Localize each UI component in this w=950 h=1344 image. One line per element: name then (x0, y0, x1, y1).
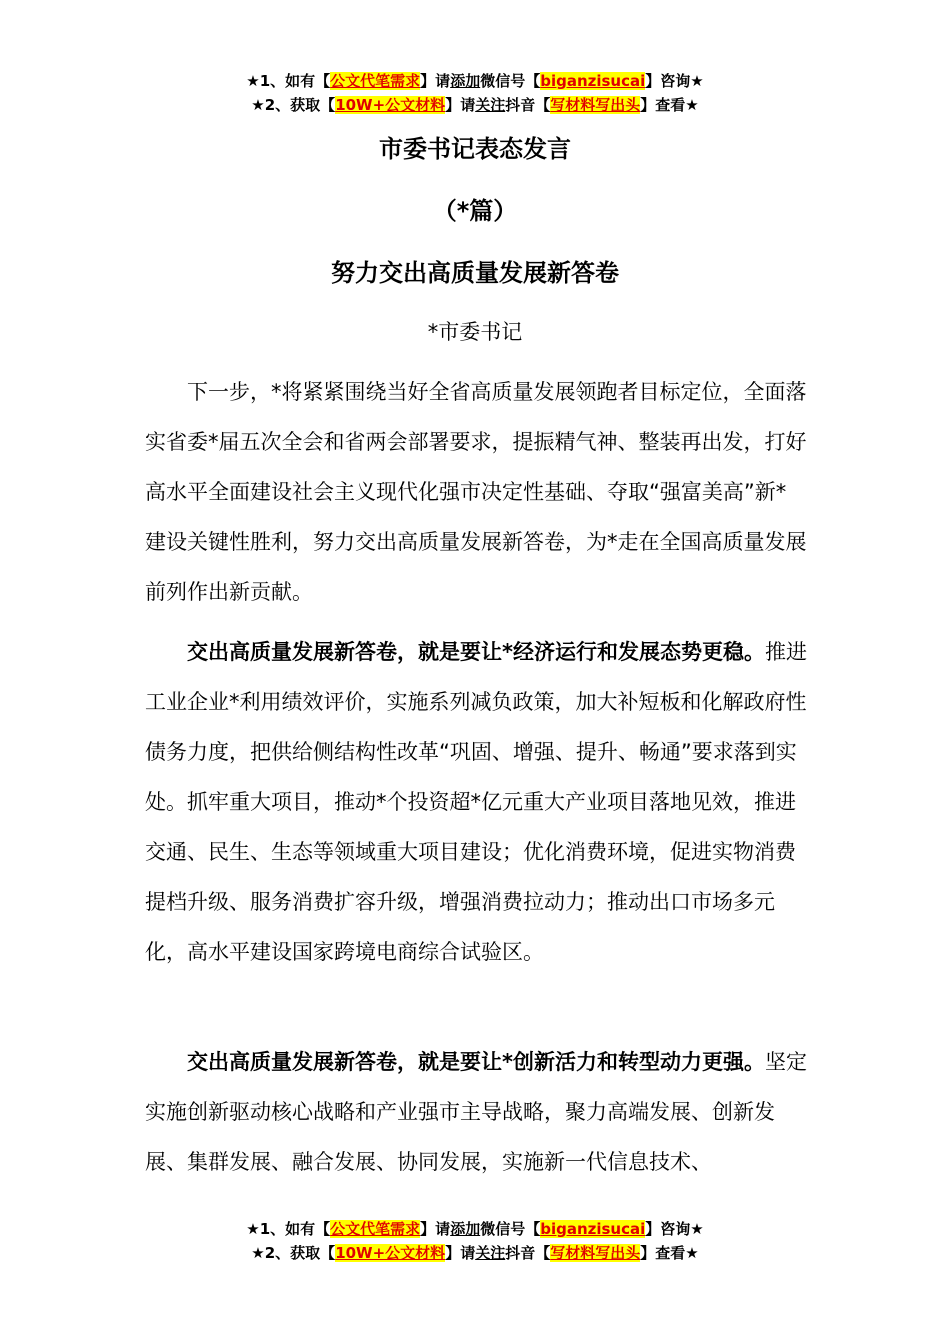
banner-text: 】咨询★ (645, 72, 704, 90)
banner-highlight: 10W+公文材料 (335, 1244, 446, 1262)
banner-highlight: 公文代笔需求 (330, 1220, 421, 1238)
header-banner (0, 69, 950, 117)
banner-highlight: biganzisucai (540, 72, 646, 90)
banner-text: 】请 (420, 1220, 451, 1238)
banner-text: 】查看★ (640, 96, 699, 114)
banner-line-1 (0, 69, 950, 93)
banner-text: 微信号【 (480, 72, 541, 90)
document-author: *市委书记 (427, 320, 523, 344)
banner-text: 】请 (420, 72, 451, 90)
paragraph-2-lead: 交出高质量发展新答卷，就是要让*经济运行和发展态势更稳。 (187, 640, 765, 664)
banner-highlight: 写材料写出头 (550, 96, 641, 114)
banner-text: 微信号【 (480, 1220, 541, 1238)
banner-text: ★1、如有【 (246, 72, 331, 90)
banner-text: 】查看★ (640, 1244, 699, 1262)
paragraph-3 (145, 1037, 807, 1187)
document-title: 市委书记表态发言 (379, 135, 571, 163)
banner-line-1 (0, 1217, 950, 1241)
paragraph-3-body: 坚定实施创新驱动核心战略和产业强市主导战略，聚力高端发展、创新发展、集群发展、融合发展、协同发展，实施新一代信息技术、 (145, 1050, 807, 1174)
banner-text: ★2、获取【 (251, 96, 336, 114)
banner-line-2 (0, 93, 950, 117)
paragraph-1: 下一步，*将紧紧围绕当好全省高质量发展领跑者目标定位，全面落实省委*届五次全会和省两会部署要求，提振精气神、整装再出发，打好高水平全面建设社会主义现代化强市决定性基础、夺取“强富美高”新*建设关键性胜利，努力交出高质量发展新答卷，为*走在全国高质量发展前列作出新贡献。 (145, 380, 807, 604)
banner-highlight: 公文代笔需求 (330, 72, 421, 90)
banner-text: 】请 (445, 1244, 476, 1262)
banner-text: ★2、获取【 (251, 1244, 336, 1262)
document-subtitle: （*篇） (432, 197, 518, 225)
banner-text: 】请 (445, 96, 476, 114)
banner-highlight: biganzisucai (540, 1220, 646, 1238)
paragraph-2 (145, 627, 807, 977)
banner-underline: 关注 (475, 96, 506, 114)
document-heading: 努力交出高质量发展新答卷 (331, 259, 619, 287)
banner-underline: 添加 (450, 72, 481, 90)
banner-underline: 关注 (475, 1244, 506, 1262)
banner-underline: 添加 (450, 1220, 481, 1238)
banner-highlight: 10W+公文材料 (335, 96, 446, 114)
banner-highlight: 写材料写出头 (550, 1244, 641, 1262)
paragraph-3-lead: 交出高质量发展新答卷，就是要让*创新活力和转型动力更强。 (187, 1050, 765, 1074)
footer-banner (0, 1217, 950, 1265)
banner-text: 抖音【 (505, 1244, 551, 1262)
banner-text: 】咨询★ (645, 1220, 704, 1238)
banner-text: ★1、如有【 (246, 1220, 331, 1238)
banner-text: 抖音【 (505, 96, 551, 114)
paragraph-2-body: 推进工业企业*利用绩效评价，实施系列减负政策，加大补短板和化解政府性债务力度，把供给侧结构性改革“巩固、增强、提升、畅通”要求落到实处。抓牢重大项目，推动*个投资超*亿元重大产业项目落地见效，推进交通、民生、生态等领域重大项目建设；优化消费环境，促进实物消费提档升级、服务消费扩容升级，增强消费拉动力；推动出口市场多元化，高水平建设国家跨境电商综合试验区。 (145, 640, 807, 964)
banner-line-2 (0, 1241, 950, 1265)
